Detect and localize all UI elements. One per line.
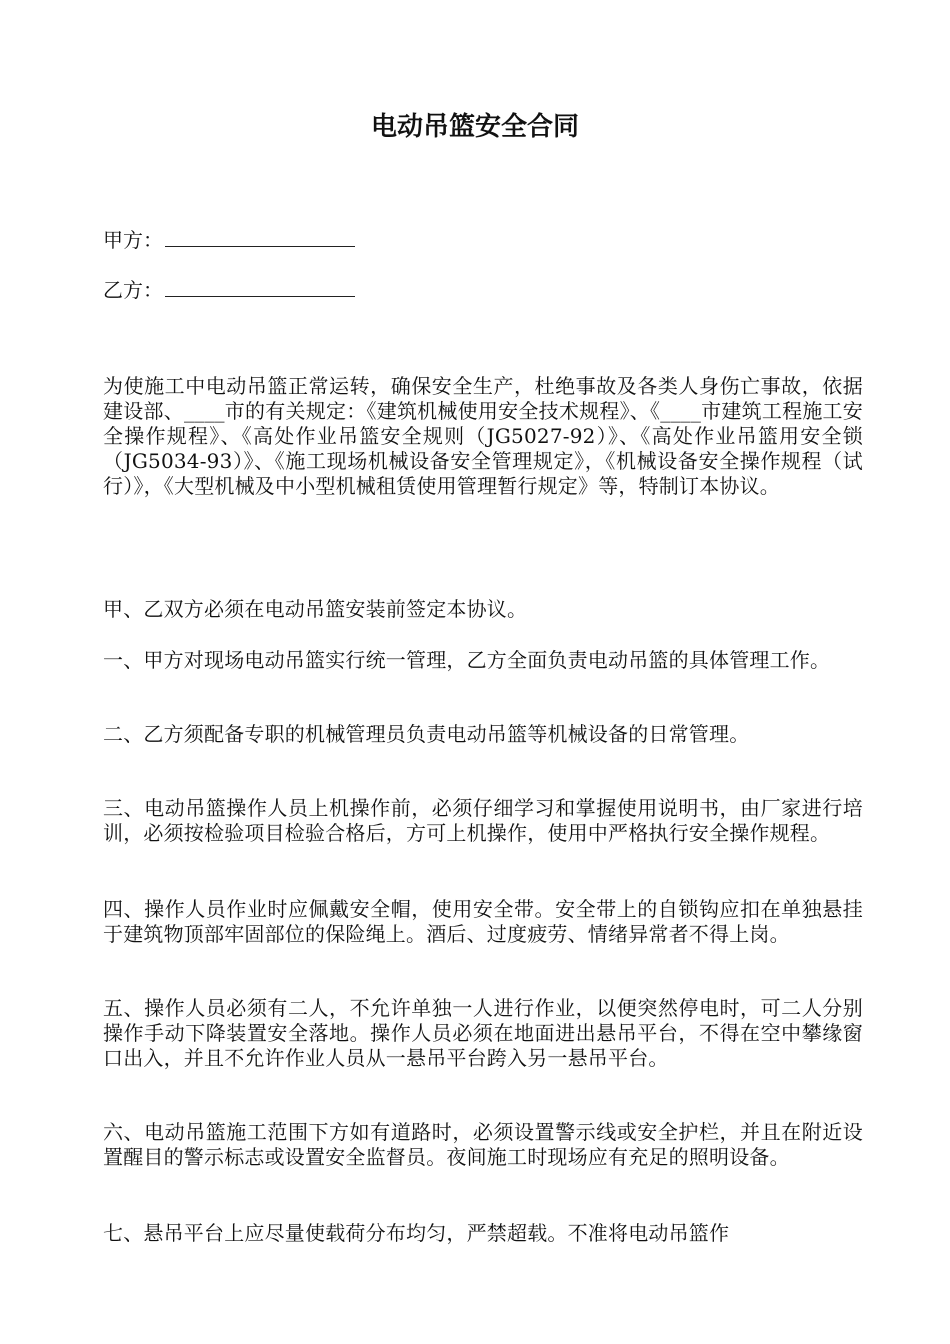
clause-4: 四、操作人员作业时应佩戴安全帽，使用安全带。安全带上的自锁钩应扣在单独悬挂于建筑物顶部牢固部位的保险绳上。酒后、过度疲劳、情绪异常者不得上岗。 [103,897,863,946]
clause-1: 一、甲方对现场电动吊篮实行统一管理，乙方全面负责电动吊篮的具体管理工作。 [103,648,831,672]
party-a-label: 甲方： [103,228,163,252]
clause-6: 六、电动吊篮施工范围下方如有道路时，必须设置警示线或安全护栏，并且在附近设置醒目的警示标志或设置安全监督员。夜间施工时现场应有充足的照明设备。 [103,1120,863,1169]
document-title: 电动吊篮安全合同 [370,112,579,142]
party-b-line [103,276,355,304]
party-a-line [103,226,355,254]
clause-5: 五、操作人员必须有二人，不允许单独一人进行作业，以便突然停电时，可二人分别操作手动下降装置安全落地。操作人员必须在地面进出悬吊平台，不得在空中攀缘窗口出入，并且不允许作业人员从一悬吊平台跨入另一悬吊平台。 [103,996,863,1070]
party-b-label: 乙方： [103,278,163,302]
party-a-blank [165,226,355,247]
clause-7: 七、悬吊平台上应尽量使载荷分布均匀，严禁超载。不准将电动吊篮作 [103,1221,730,1245]
clause-2: 二、乙方须配备专职的机械管理员负责电动吊篮等机械设备的日常管理。 [103,722,750,746]
party-b-blank [165,276,355,297]
intro-paragraph: 为使施工中电动吊篮正常运转，确保安全生产，杜绝事故及各类人身伤亡事故，依据建设部、____市的有关规定：《建筑机械使用安全技术规程》、《____市建筑工程施工安全操作规程》、《高处作业吊篮安全规则（JG5027-92）》、《高处作业吊篮用安全锁（JG5034-93）》、《施工现场机械设备安全管理规定》，《机械设备安全操作规程（试行）》，《大型机械及中小型机械租赁使用管理暂行规定》等，特制订本协议。 [103,374,863,498]
clause-preamble: 甲、乙双方必须在电动吊篮安装前签定本协议。 [103,597,528,621]
clause-3: 三、电动吊篮操作人员上机操作前，必须仔细学习和掌握使用说明书，由厂家进行培训，必须按检验项目检验合格后，方可上机操作，使用中严格执行安全操作规程。 [103,796,863,845]
